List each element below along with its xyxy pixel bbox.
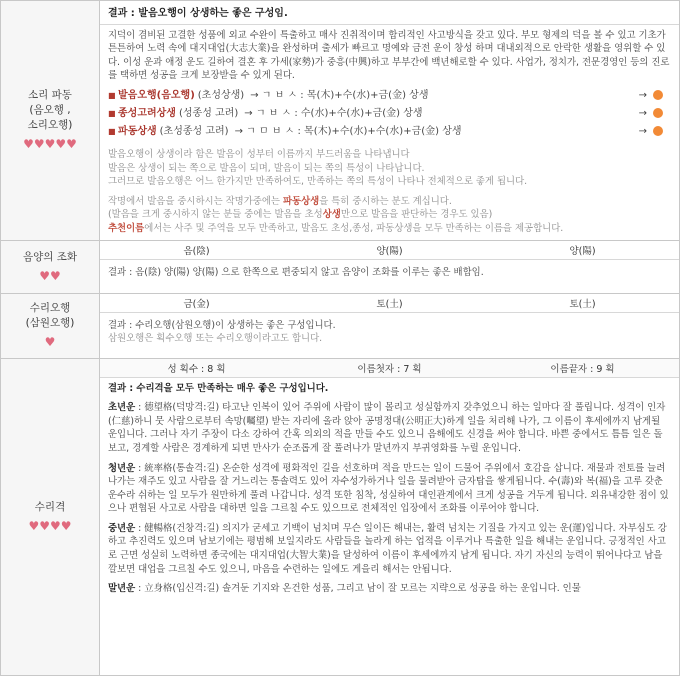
sound-sangsaeng-list xyxy=(108,87,671,140)
yinyang-result: 결과 : 음(陰) 양(陽) 양(陽) 으로 한쪽으로 편중되지 않고 음양이 조화를 이루는 좋은 배합임. xyxy=(108,266,484,278)
sound-notes: 발음오행이 상생이라 함은 발음이 성부터 이름까지 부드러움을 나타냅니다 발음은 상생이 되는 쪽으로 발음이 되며, 발음이 되는 쪽의 특성이 나타납니다. 그러므로 발음오행은 어느 한가지만 만족하여도, 만족하는 쪽의 특성이 나타나 전체적으로 좋게 됩니다. 작명에서 발음을 중시하시는 작명가중에는 파동상생을 특히 중시하는 분도 계십니다. (발음을 크게 중시하지 않는 분들 중에는 발음을 초성상생만으로 발음을 판단하는 경우도 있음) 추천이름에서는 사주 및 주역을 모두 만족하고, 발음도 초성,종성, 파동상생을 모두 만족하는 이름을 제공합니다. xyxy=(108,148,564,234)
fortune-early: 초년운 : 德望格(덕망격:길) 타고난 인복이 있어 주위에 사람이 많이 몰리고 성실함까지 갖추었으니 하는 일마다 잘 풀립니다. 성격이 인자(仁慈)하니 뭇 사람으로부터 속망(囑望) 받는 자리에 올라 앉아 공명정대(公明正大)하게 일을 처리해 나가, 그 이름이 후세에까지 남게될 운입니다. 그러나 자기 주장이 다소 강하여 간혹 의외의 적을 만들 수도 있으니 음해에도 신경을 써야 합니다. 바쁜 중에서도 틈틈 일은 돌보고, 경계할 사람은 경계하게 되면 만사가 순조롭게 잘 풀려나가 말년까지 부귀영화를 누릴 운입니다. xyxy=(108,402,666,454)
sound-label-cell xyxy=(1,1,100,241)
numeric-result: 결과 : 수리격을 모두 만족하는 매우 좋은 구성입니다. xyxy=(108,382,329,394)
element-columns: 금(金) 토(土) 토(土) xyxy=(100,294,679,313)
sangsaeng-row-1: ■ 발음오행(음오행) (초성상생) → ㄱ ㅂ ㅅ : 목(木)+수(水)+금(金) 상생 → xyxy=(108,87,671,104)
orange-circle-icon xyxy=(653,108,663,118)
element-result: 결과 : 수리오행(삼원오행)이 상생하는 좋은 구성입니다. xyxy=(108,319,336,331)
sound-result: 결과 : 발음오행이 상생하는 좋은 구성임. xyxy=(100,5,679,25)
fortune-youth: 청년운 : 統率格(통솔격:길) 온순한 성격에 평화적인 길을 선호하며 적을 만드는 일이 드물어 주위에서 호감을 삽니다. 재물과 전토를 늘려 나가는 재주도 있고 사람을 잘 거느리는 통솔력도 있어 자수성가하거나 일을 물려받아 금자탑을 쌓게됩니다. 수(壽)와 복(福)을 고루 갖춘 운수라 쉬하는 일 모두가 원만하게 풀려 나갑니다. 성격 또한 침착, 성실하여 대인관계에서 크게 성공을 거두게 됩니다. 외유내강한 점이 있으나 편협된 사고로 사람을 대하면 일을 그르칠 수도 있으므로 전체적인 입장에서 조화를 이루어야 합니다. xyxy=(108,462,669,515)
rating-hearts: ♥♥ xyxy=(39,268,61,283)
yinyang-label: 음양의 조화 xyxy=(22,250,78,263)
rating-hearts: ♥♥♥♥ xyxy=(28,518,72,533)
element-content-cell xyxy=(100,293,680,358)
element-label: 수리오행 (삼원오행) xyxy=(25,302,75,330)
fortune-middle: 중년운 : 健暢格(건창격:길) 의지가 굳세고 기백이 넘치며 무슨 일이든 해내는, 활력 넘치는 기질을 가지고 있는 운(運)입니다. 자부심도 강하고 추진력도 있으며 남보기에는 평범해 보일지라도 사람들을 놀라게 하는 업적을 이루거나 특출한 일을 해내는 운입니다. 긍정적인 사고로 근면 성실히 노력하면 종국에는 대지대업(大智大業)을 달성하여 이름이 후세에까지 남게 됩니다. 자기 자신의 능력이 뛰어나다고 남을 깔보면 대업을 그르칠 수도 있으니, 마음을 수련하는 일에도 게을리 해서는 안됩니다. xyxy=(108,522,667,575)
rating-hearts: ♥ xyxy=(44,335,56,350)
sound-description: 지덕이 겸비된 고결한 성품에 외교 수완이 특출하고 매사 진취적이며 합리적인 사고방식을 갖고 있다. 부모 형제의 덕을 볼 수 있고 기초가 튼튼하여 노력 속에 대지대업(大志大業)을 완성하며 출세가 빠르고 명예와 금전 운이 창성 하며 대내외적으로 안락한 생활을 영위할 수 있다. 이성 운과 애정 운도 길하여 결혼 후 가세(家勢)가 중흥(中興)하고 부부간에 백년해로할 수 있다. 사업가, 정치가, 전문경영인 등의 진로를 택하면 성공을 크게 보장받을 수 있게 된다. xyxy=(108,29,670,82)
yinyang-label-cell xyxy=(1,240,100,293)
orange-circle-icon xyxy=(653,90,663,100)
fortune-late: 말년운 : 立身格(입신격:길) 솔겨둔 기지와 온건한 성품, 그리고 남이 잘 모르는 지략으로 성공을 하는 운입니다. 인물 xyxy=(108,583,581,595)
element-label-cell xyxy=(1,293,100,358)
numeric-label: 수리격 xyxy=(34,500,66,513)
square-bullet-icon: ■ xyxy=(108,126,116,136)
sangsaeng-row-3: ■ 파동상생 (초성종성 고려) → ㄱ ㅁ ㅂ ㅅ : 목(木)+수(水)+수(水)+금(金) 상생 → xyxy=(108,123,671,140)
numeric-columns: 성 획수 : 8 획 이름첫자 : 7 획 이름끝자 : 9 획 xyxy=(100,359,679,378)
numeric-label-cell xyxy=(1,358,100,675)
sangsaeng-row-2: ■ 종성고려상생 (성종성 고려) → ㄱ ㅂ ㅅ : 수(水)+수(水)+금(金) 상생 → xyxy=(108,105,671,122)
element-row xyxy=(1,293,680,358)
square-bullet-icon: ■ xyxy=(108,90,116,100)
numeric-row xyxy=(1,358,680,675)
yinyang-content-cell xyxy=(100,240,680,293)
orange-circle-icon xyxy=(653,126,663,136)
numeric-content-cell xyxy=(100,358,680,675)
square-bullet-icon: ■ xyxy=(108,108,116,118)
element-note: 삼원오행은 획수오행 또는 수리오행이라고도 합니다. xyxy=(108,333,323,345)
yinyang-row xyxy=(1,240,680,293)
sound-row xyxy=(1,1,680,241)
rating-hearts: ♥♥♥♥♥ xyxy=(23,137,77,152)
sound-content-cell xyxy=(100,1,680,241)
sound-label: 소리 파동 (음오행 , 소리오행) xyxy=(27,89,73,132)
yinyang-columns: 음(陰) 양(陽) 양(陽) xyxy=(100,241,679,260)
